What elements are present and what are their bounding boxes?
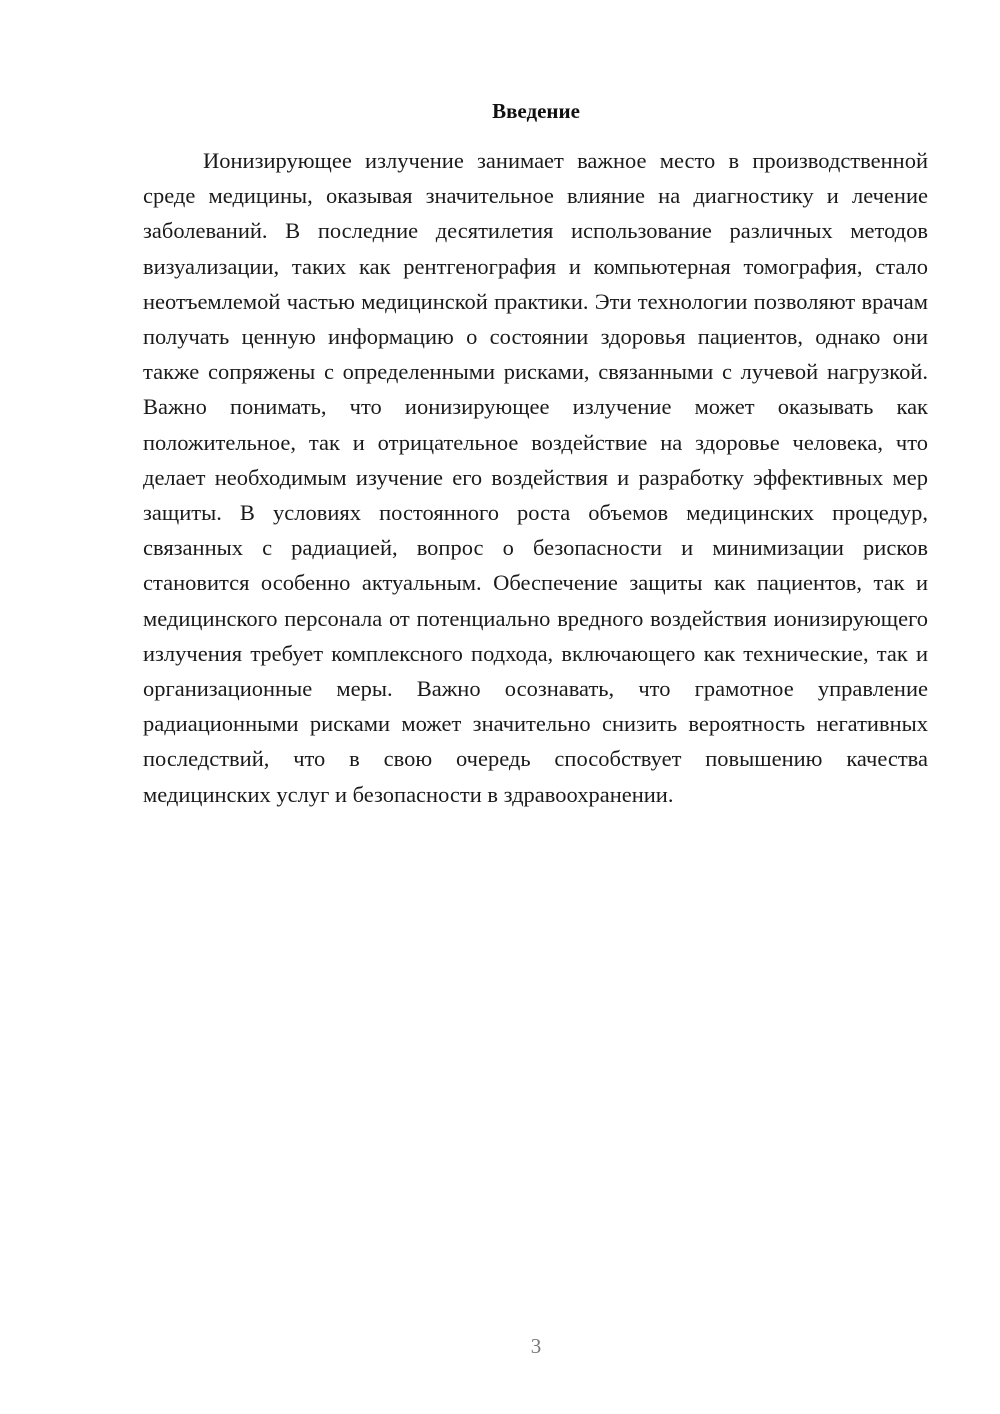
page-number: 3	[530, 1334, 542, 1358]
introduction-paragraph: Ионизирующее излучение занимает важное место в производственной среде медицины, оказывая значительное влияние на диагностику и лечение заболеваний. В последние десятилетия использование различных методов визуализации, таких как рентгенография и компьютерная томография, стало неотъемлемой частью медицинской практики. Эти технологии позволяют врачам получать ценную информацию о состоянии здоровья пациентов, однако они также сопряжены с определенными рисками, связанными с лучевой нагрузкой. Важно понимать, что ионизирующее излучение может оказывать как положительное, так и отрицательное воздействие на здоровье человека, что делает необходимым изучение его воздействия и разработку эффективных мер защиты. В условиях постоянного роста объемов медицинских процедур, связанных с радиацией, вопрос о безопасности и минимизации рисков становится особенно актуальным. Обеспечение защиты как пациентов, так и медицинского персонала от потенциально вредного воздействия ионизирующего излучения требует комплексного подхода, включающего как технические, так и организационные меры. Важно осознавать, что грамотное управление радиационными рисками может значительно снизить вероятность негативных последствий, что в свою очередь способствует повышению качества медицинских услуг и безопасности в здравоохранении.	[143, 148, 928, 807]
section-heading: Введение	[492, 99, 580, 123]
